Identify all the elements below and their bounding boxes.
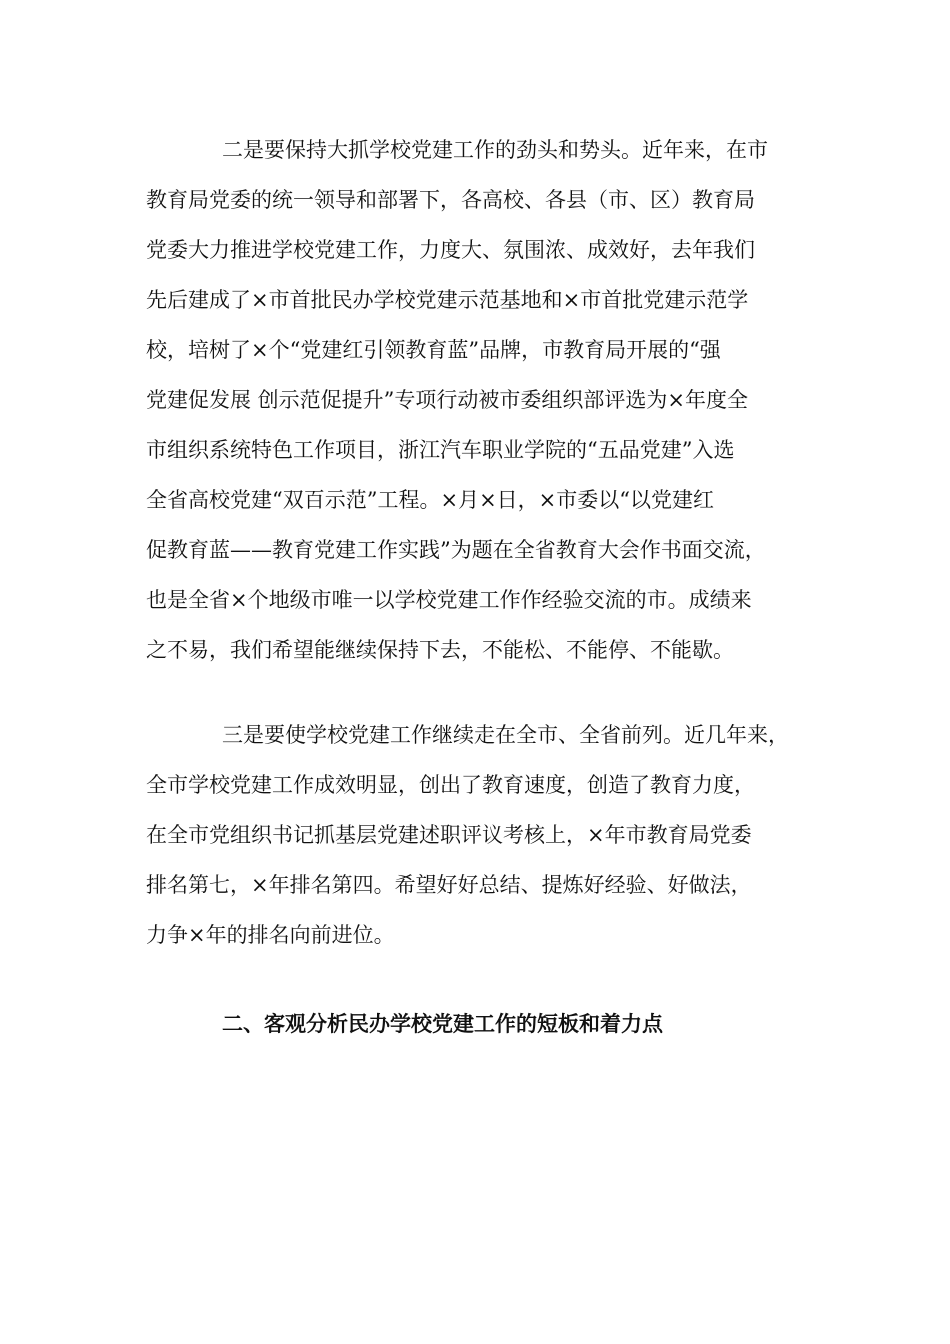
paragraph-line: 之不易，我们希望能继续保持下去，不能松、不能停、不能歇。 — [146, 638, 734, 662]
paragraph-line: 全市学校党建工作成效明显，创出了教育速度，创造了教育力度， — [146, 773, 755, 797]
paragraph-line: 二是要保持大抓学校党建工作的劲头和势头。近年来，在市 — [222, 138, 768, 162]
paragraph-line: 市组织系统特色工作项目，浙江汽车职业学院的“五品党建”入选 — [146, 438, 735, 462]
paragraph-line: 全省高校党建“双百示范”工程。×月×日，×市委以“以党建红 — [146, 488, 714, 512]
paragraph-line: 党建促发展 创示范促提升”专项行动被市委组织部评选为×年度全 — [146, 388, 749, 412]
paragraph-line: 三是要使学校党建工作继续走在全市、全省前列。近几年来， — [222, 723, 789, 747]
paragraph-line: 促教育蓝——教育党建工作实践”为题在全省教育大会作书面交流， — [146, 538, 766, 562]
paragraph-line: 排名第七，×年排名第四。希望好好总结、提炼好经验、好做法， — [146, 873, 752, 897]
paragraph-line: 力争×年的排名向前进位。 — [146, 923, 395, 947]
paragraph-line: 先后建成了×市首批民办学校党建示范基地和×市首批党建示范学 — [146, 288, 749, 312]
paragraph-line: 教育局党委的统一领导和部署下，各高校、各县（市、区）教育局 — [146, 188, 755, 212]
paragraph-line: 在全市党组织书记抓基层党建述职评议考核上，×年市教育局党委 — [146, 823, 752, 847]
section-heading: 二、客观分析民办学校党建工作的短板和着力点 — [222, 1011, 663, 1036]
paragraph-line: 校，培树了×个“党建红引领教育蓝”品牌，市教育局开展的“强 — [146, 338, 721, 362]
paragraph-line: 党委大力推进学校党建工作，力度大、氛围浓、成效好，去年我们 — [146, 238, 755, 262]
paragraph-line: 也是全省×个地级市唯一以学校党建工作作经验交流的市。成绩来 — [146, 588, 752, 612]
